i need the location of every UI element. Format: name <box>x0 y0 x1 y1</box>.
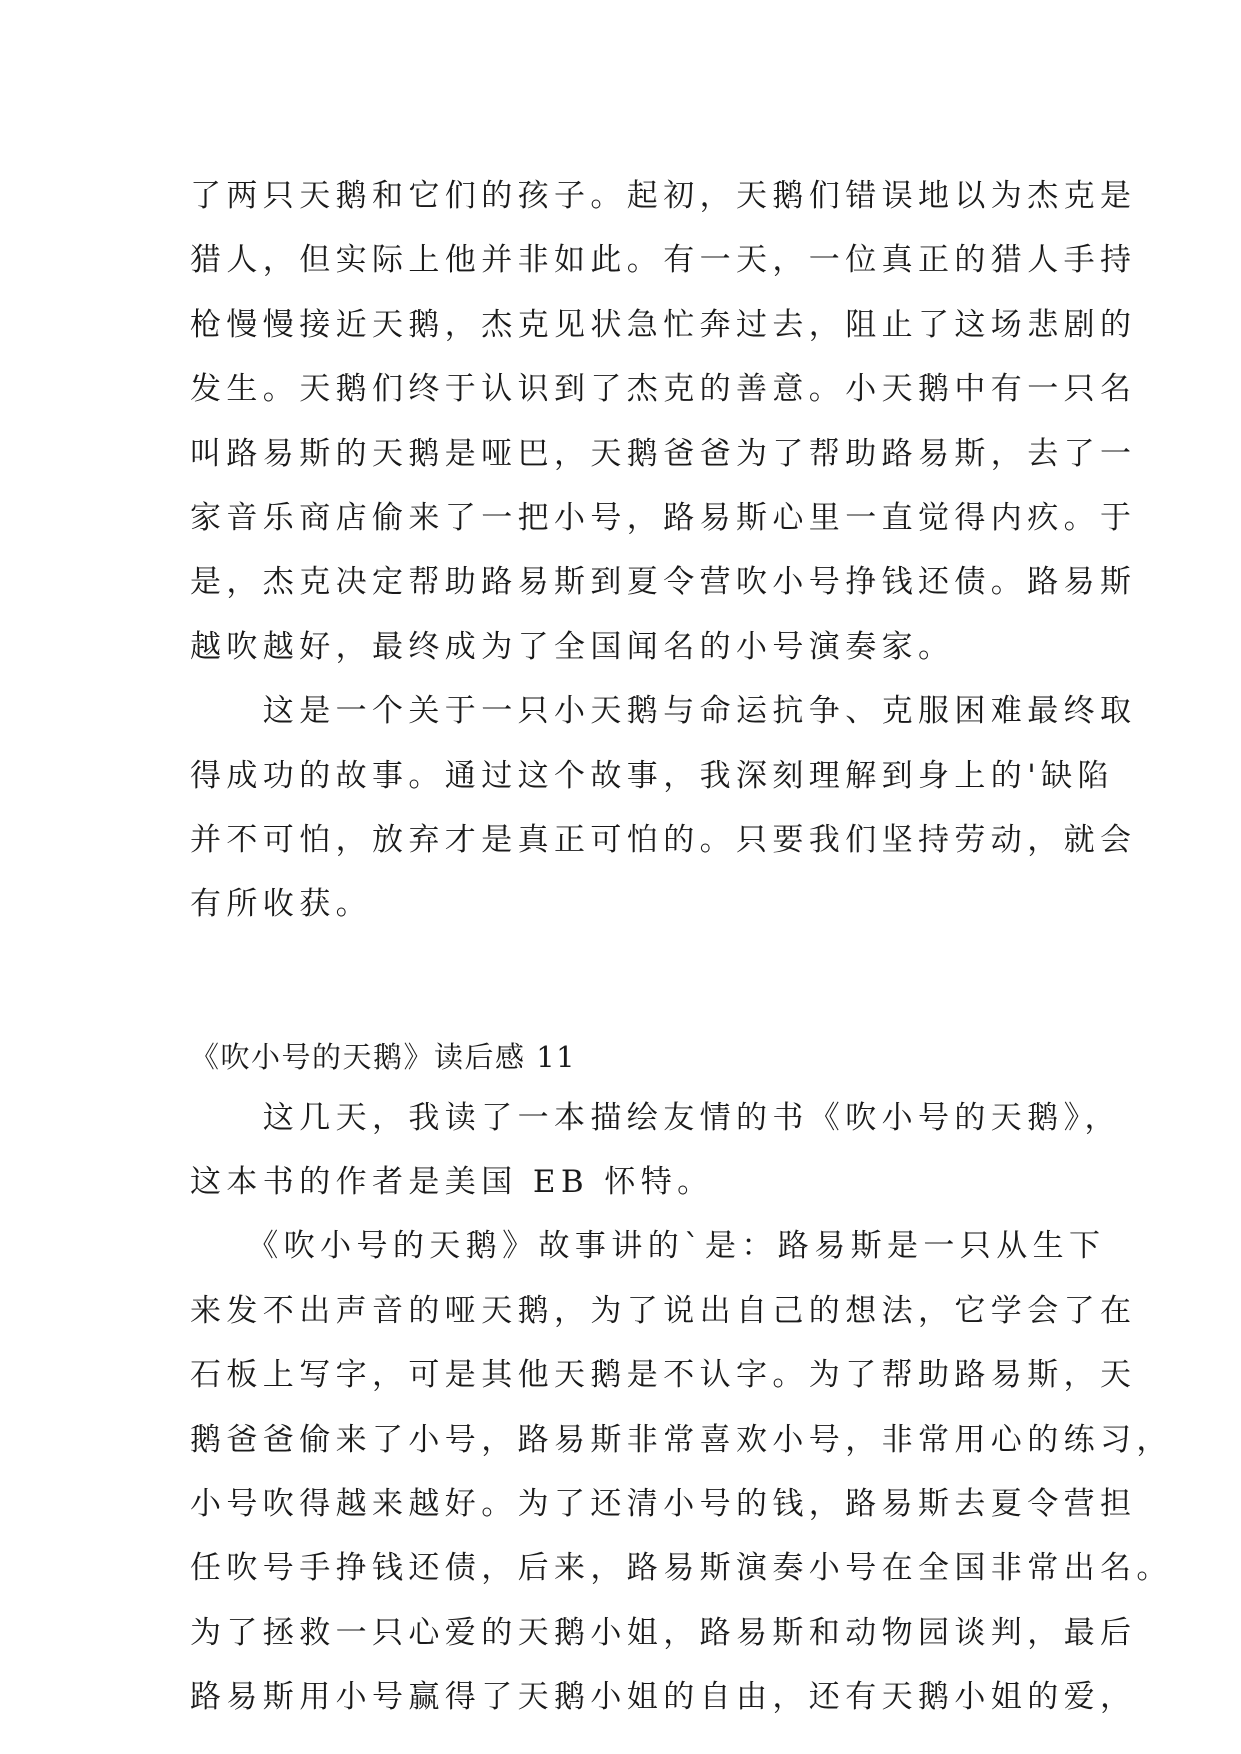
text-line: 任吹号手挣钱还债，后来，路易斯演奏小号在全国非常出名。 <box>190 1550 1173 1587</box>
text-line: 叫路易斯的天鹅是哑巴，天鹅爸爸为了帮助路易斯，去了一 <box>190 435 1137 472</box>
paragraph-3 <box>190 1086 1121 1215</box>
text-line: 路易斯用小号赢得了天鹅小姐的自由，还有天鹅小姐的爱， <box>190 1679 1137 1716</box>
text-line: 得成功的故事。通过这个故事，我深刻理解到身上的'缺陷 <box>190 757 1114 794</box>
paragraph-2 <box>190 679 1137 937</box>
text-line: 为了拯救一只心爱的天鹅小姐，路易斯和动物园谈判，最后 <box>190 1614 1137 1651</box>
section-heading: 《吹小号的天鹅》读后感 11 <box>190 1039 577 1074</box>
paragraph-1 <box>190 164 1137 679</box>
text-line: 越吹越好，最终成为了全国闻名的小号演奏家。 <box>190 628 955 665</box>
paragraph-4 <box>190 1214 1173 1729</box>
text-line: 枪慢慢接近天鹅，杰克见状急忙奔过去，阻止了这场悲剧的 <box>190 306 1137 343</box>
text-line: 家音乐商店偷来了一把小号，路易斯心里一直觉得内疚。于 <box>190 499 1137 536</box>
text-line: 这本书的作者是美国 EB 怀特。 <box>190 1164 714 1201</box>
text-line: 猎人，但实际上他并非如此。有一天，一位真正的猎人手持 <box>190 242 1137 279</box>
text-line: 是，杰克决定帮助路易斯到夏令营吹小号挣钱还债。路易斯 <box>190 564 1137 601</box>
text-line: 了两只天鹅和它们的孩子。起初，天鹅们错误地以为杰克是 <box>190 178 1137 214</box>
text-line: 鹅爸爸偷来了小号，路易斯非常喜欢小号，非常用心的练习， <box>190 1421 1173 1458</box>
text-line: 小号吹得越来越好。为了还清小号的钱，路易斯去夏令营担 <box>190 1486 1137 1523</box>
text-line: 有所收获。 <box>190 886 372 923</box>
text-line: 发生。天鹅们终于认识到了杰克的善意。小天鹅中有一只名 <box>190 371 1137 408</box>
text-line: 这几天，我读了一本描绘友情的书《吹小号的天鹅》， <box>190 1099 1121 1136</box>
text-line: 石板上写字，可是其他天鹅是不认字。为了帮助路易斯，天 <box>190 1357 1137 1394</box>
text-line: 来发不出声音的哑天鹅，为了说出自己的想法，它学会了在 <box>190 1292 1137 1329</box>
text-line: 并不可怕，放弃才是真正可怕的。只要我们坚持劳动，就会 <box>190 821 1137 858</box>
text-line: 这是一个关于一只小天鹅与命运抗争、克服困难最终取 <box>190 693 1137 730</box>
text-line: 《吹小号的天鹅》故事讲的`是：路易斯是一只从生下 <box>190 1228 1106 1265</box>
document-body <box>190 164 1173 1730</box>
section-spacer <box>190 937 1060 1028</box>
